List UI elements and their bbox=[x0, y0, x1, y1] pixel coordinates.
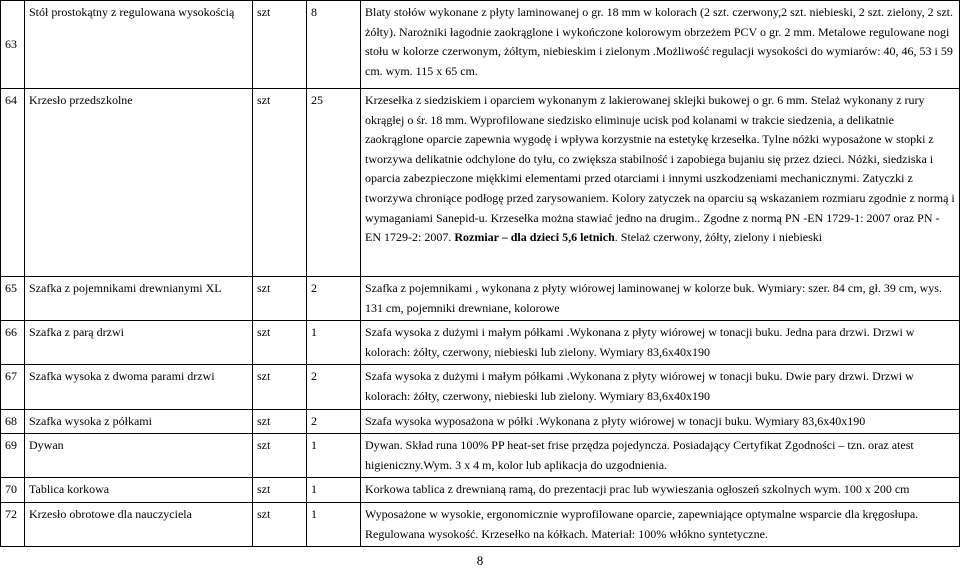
item-name: Stół prostokątny z regulowana wysokością bbox=[25, 1, 253, 89]
table-row-67 bbox=[1, 365, 960, 409]
row-number: 72 bbox=[1, 502, 25, 546]
table-row-64 bbox=[1, 89, 960, 277]
row-number: 66 bbox=[1, 321, 25, 365]
unit: szt bbox=[253, 502, 307, 546]
unit: szt bbox=[253, 365, 307, 409]
item-name: Szafka z pojemnikami drewnianymi XL bbox=[25, 277, 253, 321]
quantity: 25 bbox=[307, 89, 361, 277]
quantity: 2 bbox=[307, 277, 361, 321]
item-description: Szafa wysoka z dużymi i małym półkami .Wykonana z płyty wiórowej w tonacji buku. Dwie pary drzwi. Drzwi w kolorach: żółty, czerwony, niebieski lub zielony. Wymiary 83,6x40x190 bbox=[361, 365, 960, 409]
table-row-72 bbox=[1, 502, 960, 546]
table-row-70 bbox=[1, 478, 960, 503]
unit: szt bbox=[253, 434, 307, 478]
item-description: Dywan. Skład runa 100% PP heat-set frise przędza pojedyncza. Posiadający Certyfikat Zgodności – tzn. oraz atest higieniczny.Wym. 3 x 4 m, kolor lub aplikacja do uzgodnienia. bbox=[361, 434, 960, 478]
item-description: Szafa wysoka wyposażona w półki .Wykonana z płyty wiórowej w tonacji buku. Wymiary 83,6x40x190 bbox=[361, 409, 960, 434]
table-row-66 bbox=[1, 321, 960, 365]
item-name: Szafka wysoka z półkami bbox=[25, 409, 253, 434]
item-description: Blaty stołów wykonane z płyty laminowanej o gr. 18 mm w kolorach (2 szt. czerwony,2 szt. niebieski, 2 szt. zielony, 2 szt. żółty). Narożniki łagodnie zaokrąglone i wykończone kolorowym obrzeżem PCV o gr. 2 mm. Metalowe regulowane nogi stołu w kolorze czerwonym, żółtym, niebieskim i zielonym .Możliwość regulacji wysokości do wymiarów: 40, 46, 53 i 59 cm. wym. 115 x 65 cm. bbox=[361, 1, 960, 89]
description-tail: . Stelaż czerwony, żółty, zielony i niebieski bbox=[614, 230, 823, 245]
item-name: Szafka z parą drzwi bbox=[25, 321, 253, 365]
row-number: 63 bbox=[1, 1, 25, 89]
quantity: 8 bbox=[307, 1, 361, 89]
unit: szt bbox=[253, 321, 307, 365]
size-note: Rozmiar – dla dzieci 5,6 letnich bbox=[454, 230, 615, 245]
page-number: 8 bbox=[476, 553, 484, 568]
unit: szt bbox=[253, 1, 307, 89]
item-name: Krzesło przedszkolne bbox=[25, 89, 253, 277]
row-number: 69 bbox=[1, 434, 25, 478]
row-number: 65 bbox=[1, 277, 25, 321]
row-number: 70 bbox=[1, 478, 25, 503]
unit: szt bbox=[253, 89, 307, 277]
row-number: 64 bbox=[1, 89, 25, 277]
item-name: Szafka wysoka z dwoma parami drzwi bbox=[25, 365, 253, 409]
item-name: Tablica korkowa bbox=[25, 478, 253, 503]
item-description: Szafa wysoka z dużymi i małym półkami .Wykonana z płyty wiórowej w tonacji buku. Jedna para drzwi. Drzwi w kolorach: żółty, czerwony, niebieski lub zielony. Wymiary 83,6x40x190 bbox=[361, 321, 960, 365]
item-description: Wyposażone w wysokie, ergonomicznie wyprofilowane oparcie, zapewniające optymalne wsparcie dla kręgosłupa. Regulowana wysokość. Krzesełko na kółkach. Materiał: 100% włókno syntetyczne. bbox=[361, 502, 960, 546]
item-description: Szafka z pojemnikami , wykonana z płyty wiórowej laminowanej w kolorze buk. Wymiary: szer. 84 cm, gł. 39 cm, wys. 131 cm, pojemniki drewniane, kolorowe bbox=[361, 277, 960, 321]
row-number: 68 bbox=[1, 409, 25, 434]
item-name: Krzesło obrotowe dla nauczyciela bbox=[25, 502, 253, 546]
quantity: 1 bbox=[307, 321, 361, 365]
item-description bbox=[361, 89, 960, 277]
quantity: 2 bbox=[307, 409, 361, 434]
table-row-69 bbox=[1, 434, 960, 478]
table-row-68 bbox=[1, 409, 960, 434]
table-row-65 bbox=[1, 277, 960, 321]
row-number: 67 bbox=[1, 365, 25, 409]
item-name: Dywan bbox=[25, 434, 253, 478]
unit: szt bbox=[253, 478, 307, 503]
table-row-63 bbox=[1, 1, 960, 89]
quantity: 1 bbox=[307, 502, 361, 546]
description-text: Krzesełka z siedziskiem i oparciem wykonanym z lakierowanej sklejki bukowej o gr. 6 mm. Stelaż wykonany z rury okrągłej o śr. 18 mm. Wyprofilowane siedzisko eliminuje ucisk pod kolanami w trakcie siedzenia, a delikatnie zaokrąglone oparcie zapewnia wygodę i wpływa korzystnie na estetykę krzesełka. Tylne nóżki wyposażone w stopki z tworzywa delikatnie odchylone do tyłu, co zwiększa stabilność i zapobiega bujaniu się przez dzieci. Nóżki, siedziska i oparcia zabezpieczone miękkimi elementami przed otarciami i innymi uszkodzeniami mechanicznymi. Zatyczki z tworzywa chroniące podłogę przed zarysowaniem. Kolory zatyczek na oparciu są wskazaniem rozmiaru zgodnie z normą i wymaganiami Sanepid-u. Krzesełka można stawiać jedno na drugim.. Zgodne z normą PN -EN 1729-1: 2007 oraz PN -EN 1729-2: 2007. bbox=[365, 93, 955, 245]
quantity: 1 bbox=[307, 478, 361, 503]
quantity: 2 bbox=[307, 365, 361, 409]
unit: szt bbox=[253, 409, 307, 434]
unit: szt bbox=[253, 277, 307, 321]
quantity: 1 bbox=[307, 434, 361, 478]
item-description: Korkowa tablica z drewnianą ramą, do prezentacji prac lub wywieszania ogłoszeń szkolnych wym. 100 x 200 cm bbox=[361, 478, 960, 503]
